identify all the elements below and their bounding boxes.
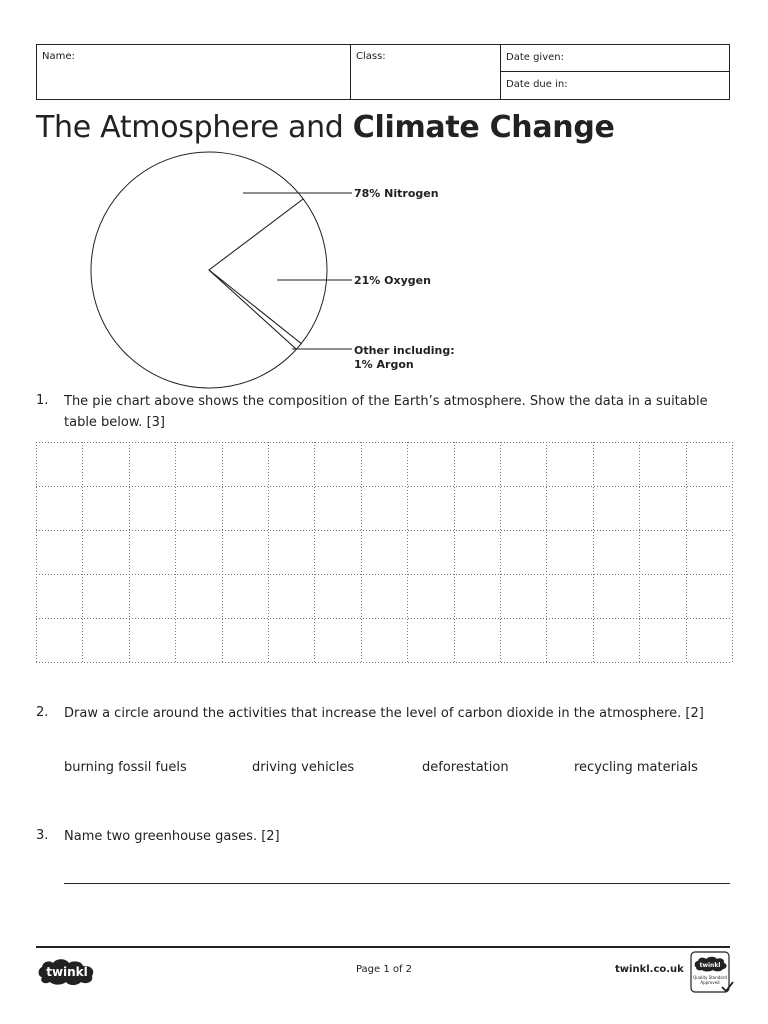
name-field[interactable] bbox=[37, 45, 351, 99]
site-url: twinkl.co.uk bbox=[615, 964, 684, 975]
activity-burning-fossil-fuels[interactable]: burning fossil fuels bbox=[64, 760, 187, 775]
answer-grid[interactable] bbox=[36, 442, 733, 663]
logo-text: twinkl bbox=[46, 965, 88, 979]
pie-label-oxygen: 21% Oxygen bbox=[354, 274, 431, 287]
atmosphere-pie-chart bbox=[80, 150, 480, 390]
date-given-field[interactable] bbox=[501, 45, 729, 72]
question-1-number: 1. bbox=[36, 393, 49, 408]
question-2-number: 2. bbox=[36, 705, 49, 720]
title-regular: The Atmosphere and bbox=[36, 110, 353, 145]
date-given-label: Date given: bbox=[506, 52, 564, 63]
name-label: Name: bbox=[42, 51, 75, 62]
page-number: Page 1 of 2 bbox=[355, 964, 413, 975]
badge-brand: twinkl bbox=[699, 962, 721, 969]
pie-label-other-line1: Other including: bbox=[354, 344, 455, 357]
badge-text: Quality Standard Approved bbox=[693, 975, 727, 985]
class-label: Class: bbox=[356, 51, 386, 62]
footer-divider bbox=[36, 946, 730, 948]
title-bold: Climate Change bbox=[352, 110, 615, 145]
date-due-field[interactable] bbox=[501, 72, 729, 99]
class-field[interactable] bbox=[351, 45, 501, 99]
question-2-text: Draw a circle around the activities that increase the level of carbon dioxide in the atmosphere. [2] bbox=[64, 706, 704, 721]
question-1-text: The pie chart above shows the composition of the Earth’s atmosphere. Show the data in a suitable table below. [3] bbox=[64, 394, 708, 430]
activity-deforestation[interactable]: deforestation bbox=[422, 760, 509, 775]
question-3-number: 3. bbox=[36, 828, 49, 843]
pie-label-nitrogen: 78% Nitrogen bbox=[354, 187, 439, 200]
activity-recycling-materials[interactable]: recycling materials bbox=[574, 760, 698, 775]
page-title bbox=[36, 110, 615, 145]
question-3-text: Name two greenhouse gases. [2] bbox=[64, 829, 280, 844]
dates-cell bbox=[501, 45, 729, 99]
pie-label-other-line2: 1% Argon bbox=[354, 358, 414, 371]
answer-line[interactable] bbox=[64, 883, 730, 884]
activity-driving-vehicles[interactable]: driving vehicles bbox=[252, 760, 355, 775]
header-info-table bbox=[36, 44, 730, 100]
quality-badge bbox=[690, 951, 734, 995]
date-due-label: Date due in: bbox=[506, 79, 568, 90]
